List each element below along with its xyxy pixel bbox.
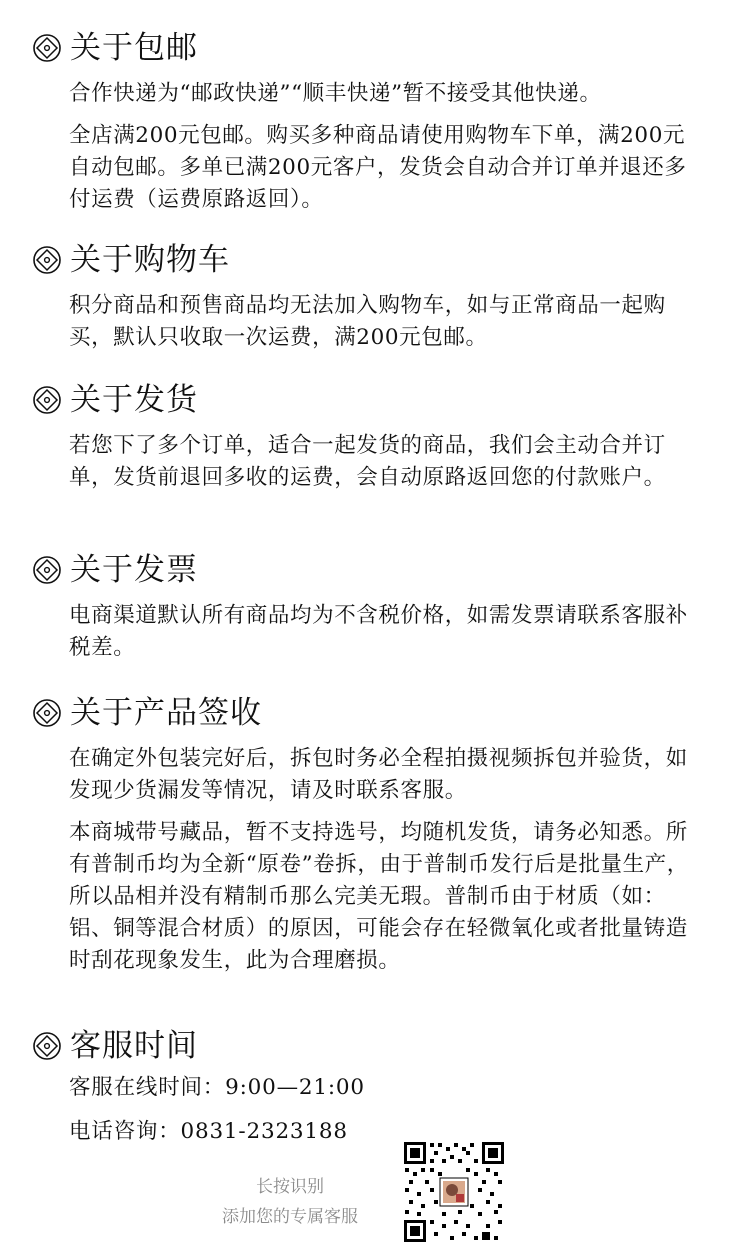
- diamond-circle-icon: [32, 698, 62, 728]
- paragraph: 积分商品和预售商品均无法加入购物车，如与正常商品一起购买，默认只收取一次运费，满200元包邮。: [69, 293, 666, 350]
- section-heading: [32, 380, 702, 420]
- service-hours-line: 客服在线时间：9:00—21:00: [69, 1075, 365, 1100]
- section-cart: [32, 240, 702, 354]
- section-title: 关于购物车: [70, 242, 230, 278]
- qr-caption-line2: 添加您的专属客服: [222, 1207, 358, 1227]
- section-product-receipt: [32, 693, 702, 977]
- diamond-circle-icon: [32, 555, 62, 585]
- paragraph: 全店满200元包邮。购买多种商品请使用购物车下单，满200元自动包邮。多单已满200元客户，发货会自动合并订单并退还多付运费（运费原路返回）。: [69, 123, 687, 212]
- qr-code-icon[interactable]: [402, 1140, 506, 1244]
- section-title: 关于包邮: [70, 30, 198, 66]
- section-heading: [32, 240, 702, 280]
- section-free-shipping: [32, 28, 702, 216]
- section-heading: [32, 550, 702, 590]
- phone-line: 电话咨询：0831-2323188: [69, 1119, 348, 1144]
- qr-caption: [200, 1172, 380, 1232]
- diamond-circle-icon: [32, 1031, 62, 1061]
- section-heading: [32, 28, 702, 68]
- section-service-hours: [32, 1026, 702, 1148]
- paragraph: 合作快递为“邮政快递”“顺丰快递”暂不接受其他快递。: [69, 81, 602, 106]
- section-heading: [32, 693, 702, 733]
- paragraph: 在确定外包装完好后，拆包时务必全程拍摄视频拆包并验货，如发现少货漏发等情况，请及时联系客服。: [69, 746, 688, 803]
- section-title: 关于发货: [70, 382, 198, 418]
- section-title: 客服时间: [70, 1028, 198, 1064]
- section-shipping: [32, 380, 702, 494]
- section-invoice: [32, 550, 702, 664]
- paragraph: 本商城带号藏品，暂不支持选号，均随机发货，请务必知悉。所有普制币均为全新“原卷”卷拆，由于普制币发行后是批量生产，所以品相并没有精制币那么完美无瑕。普制币由于材质（如：铝、铜等混合材质）的原因，可能会存在轻微氧化或者批量铸造时刮花现象发生，此为合理磨损。: [69, 820, 689, 973]
- diamond-circle-icon: [32, 385, 62, 415]
- section-title: 关于产品签收: [70, 695, 262, 731]
- diamond-circle-icon: [32, 33, 62, 63]
- diamond-circle-icon: [32, 245, 62, 275]
- qr-caption-line1: 长按识别: [256, 1177, 324, 1197]
- section-heading: [32, 1026, 702, 1066]
- section-title: 关于发票: [70, 552, 198, 588]
- paragraph: 电商渠道默认所有商品均为不含税价格，如需发票请联系客服补税差。: [69, 603, 688, 660]
- paragraph: 若您下了多个订单，适合一起发货的商品，我们会主动合并订单，发货前退回多收的运费，会自动原路返回您的付款账户。: [69, 433, 666, 490]
